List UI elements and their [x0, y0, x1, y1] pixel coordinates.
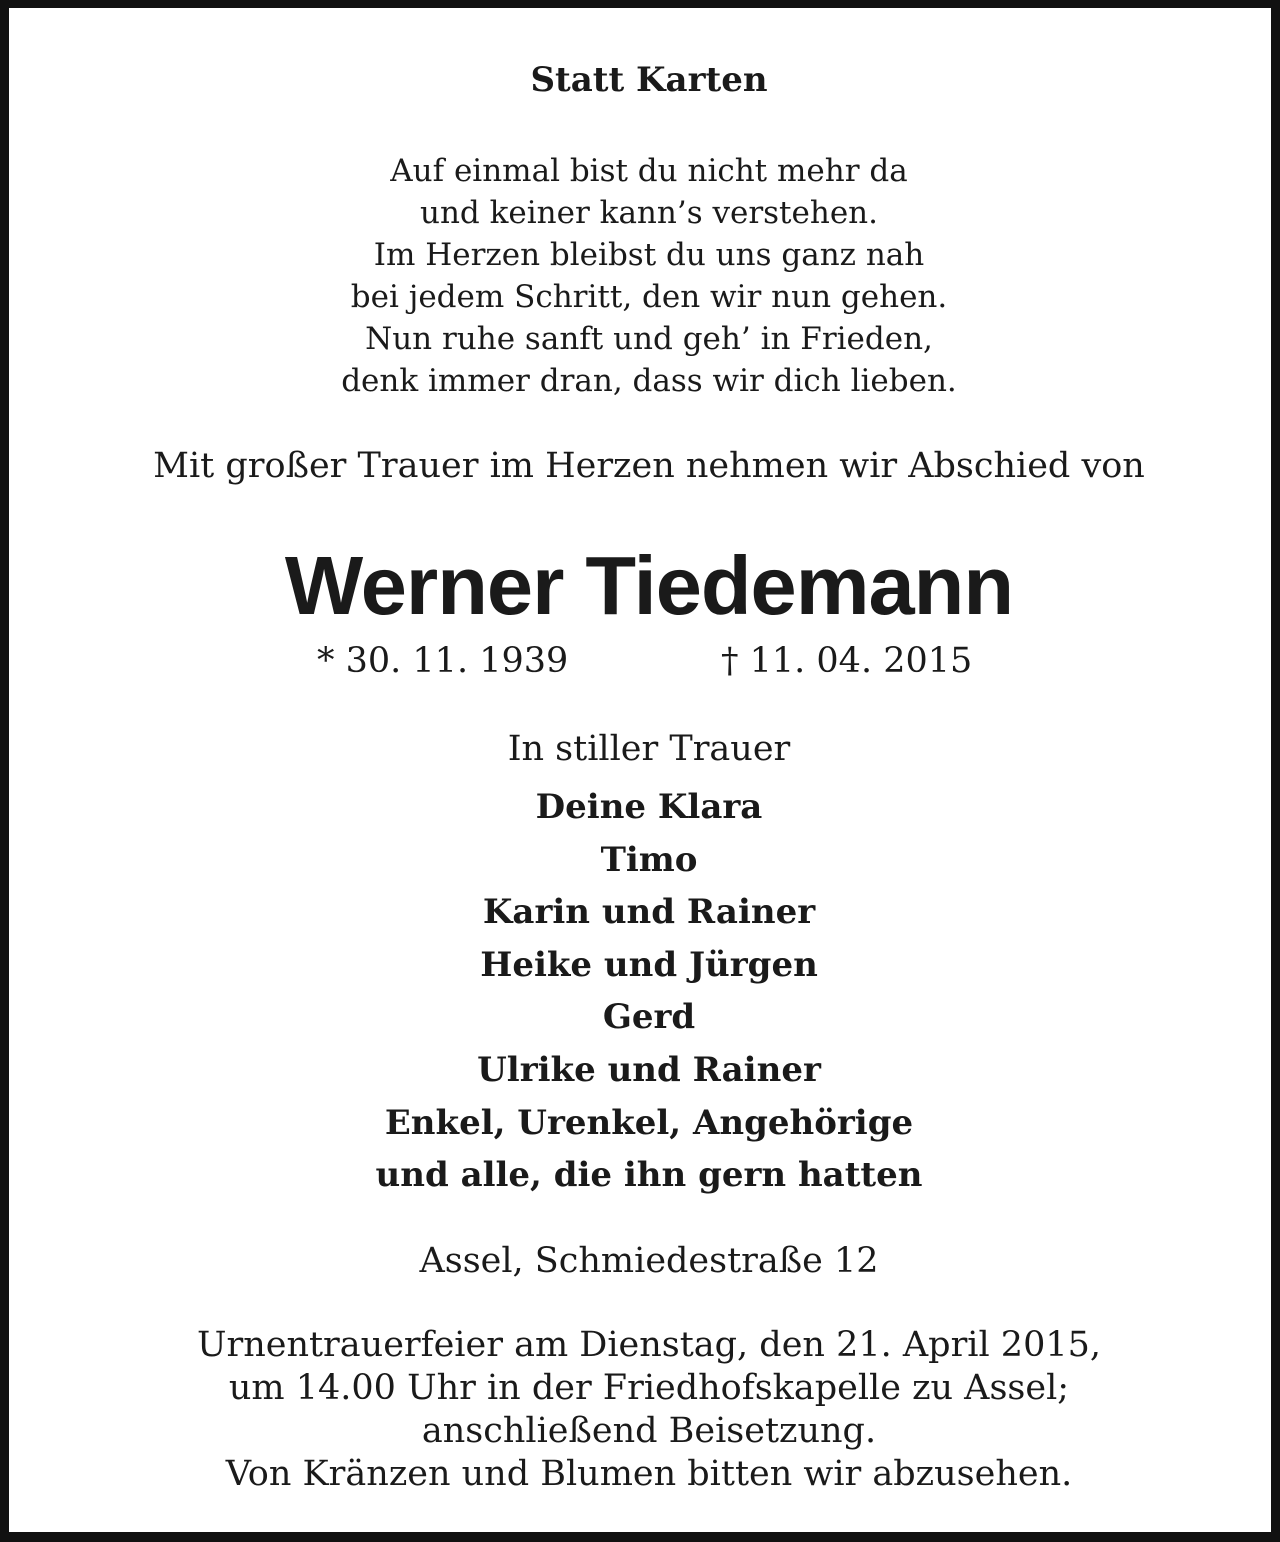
life-dates: [9, 638, 1280, 684]
ceremony-line: Urnentrauerfeier am Dienstag, den 21. April 2015,: [196, 1325, 1102, 1365]
notice-heading: Statt Karten: [530, 60, 768, 100]
mourning-line: In stiller Trauer: [507, 729, 791, 769]
address: Assel, Schmiedestraße 12: [419, 1241, 879, 1281]
poem-line: und keiner kann’s verstehen.: [420, 195, 878, 231]
ceremony-line: Von Kränzen und Blumen bitten wir abzusehen.: [225, 1454, 1073, 1494]
ceremony-info: [9, 1324, 1280, 1496]
poem-line: Im Herzen bleibst du uns ganz nah: [373, 237, 925, 273]
poem-line: Auf einmal bist du nicht mehr da: [390, 153, 908, 189]
mourner-name: Enkel, Urenkel, Angehörige: [384, 1102, 914, 1143]
poem-line: bei jedem Schritt, den wir nun gehen.: [350, 279, 948, 315]
mourners-list: [9, 781, 1280, 1202]
poem-block: [9, 150, 1280, 402]
mourner-name: Gerd: [602, 997, 696, 1038]
mourner-name: Deine Klara: [535, 787, 763, 827]
death-date: † 11. 04. 2015: [721, 641, 973, 681]
mourner-name: Heike und Jürgen: [480, 944, 818, 985]
farewell-intro: Mit großer Trauer im Herzen nehmen wir Abschied von: [153, 446, 1145, 486]
deceased-name: Werner Tiedemann: [284, 539, 1014, 632]
poem-line: Nun ruhe sanft und geh’ in Frieden,: [365, 321, 933, 357]
ceremony-line: um 14.00 Uhr in der Friedhofskapelle zu Assel;: [228, 1368, 1070, 1408]
birth-date: * 30. 11. 1939: [317, 641, 569, 681]
mourner-name: Timo: [600, 839, 698, 880]
mourner-name: und alle, die ihn gern hatten: [375, 1155, 923, 1196]
ceremony-line: anschließend Beisetzung.: [421, 1411, 877, 1451]
poem-line: denk immer dran, dass wir dich lieben.: [341, 363, 957, 399]
mourner-name: Karin und Rainer: [482, 892, 816, 933]
mourner-name: Ulrike und Rainer: [477, 1049, 821, 1090]
